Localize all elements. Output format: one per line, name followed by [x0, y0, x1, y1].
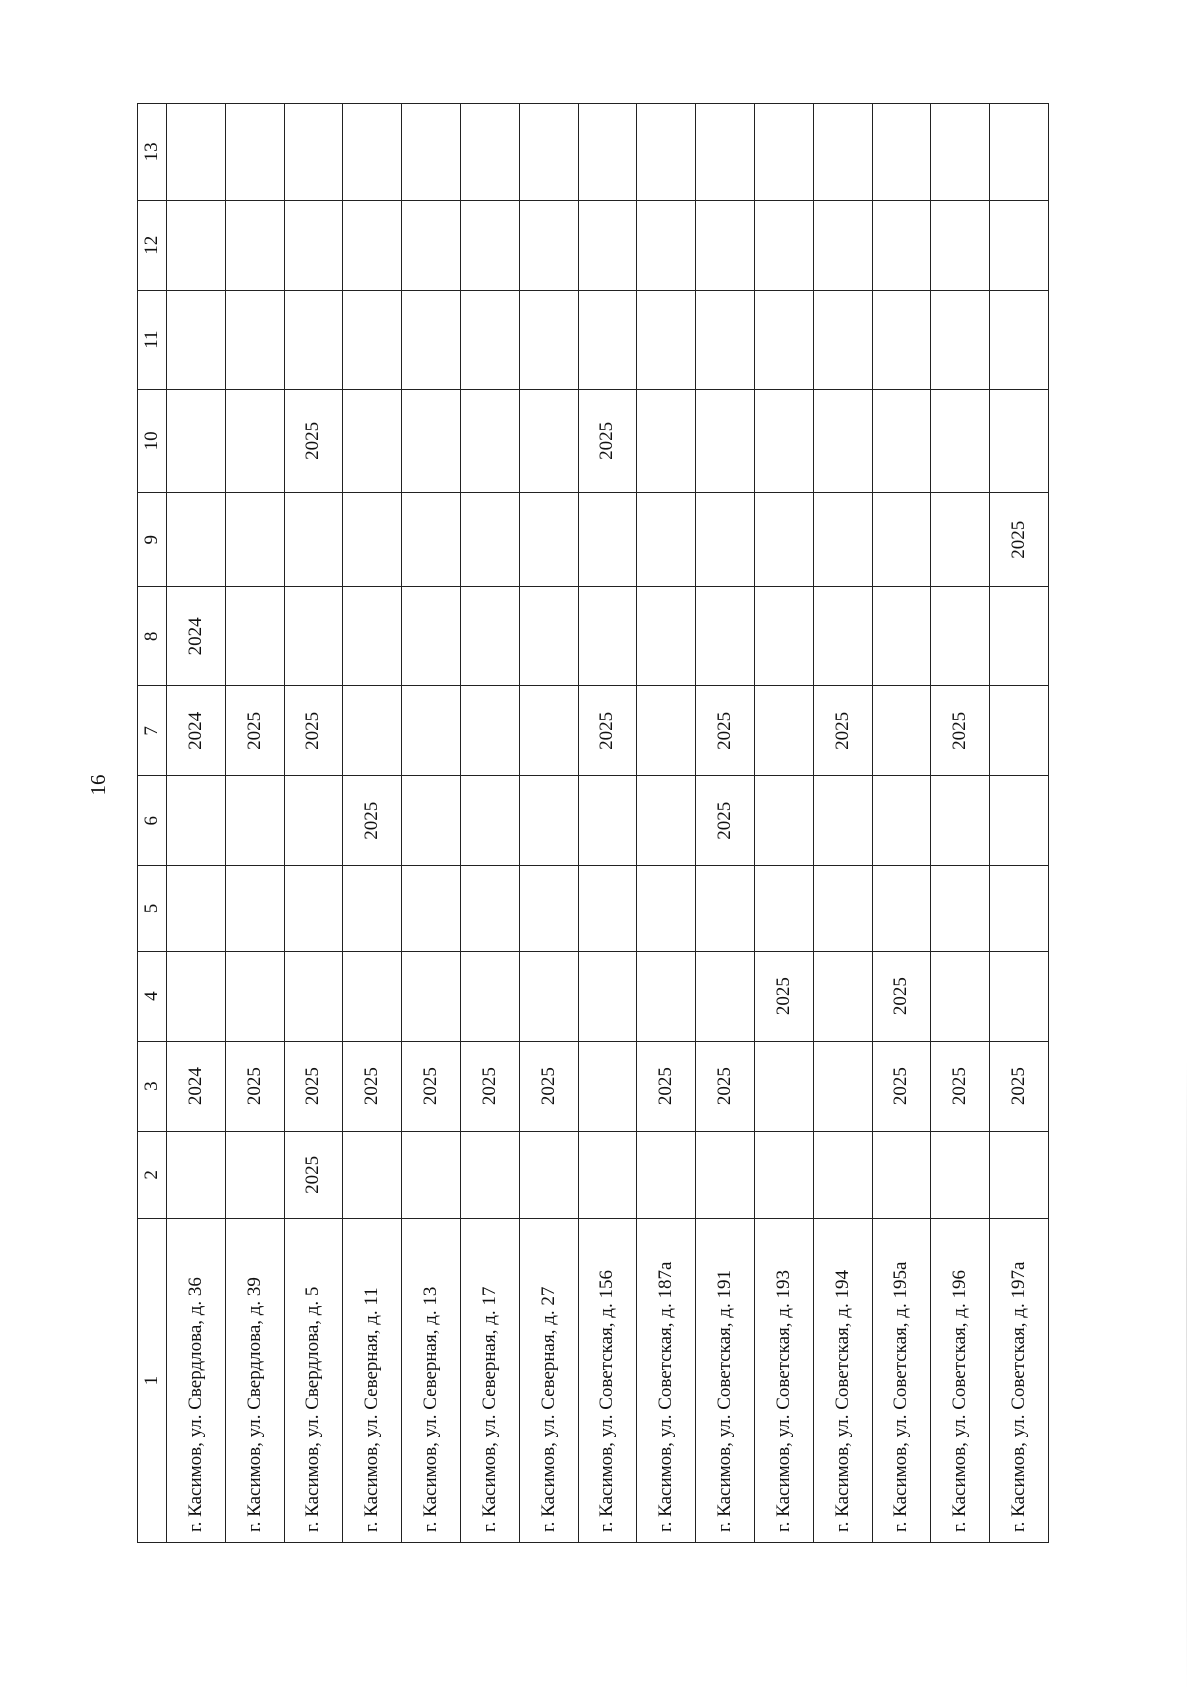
year-cell [519, 290, 578, 389]
table-row [754, 104, 813, 1543]
column-header-9: 9 [138, 493, 167, 587]
year-cell: 2024 [167, 686, 226, 776]
year-cell [284, 587, 343, 686]
year-cell [813, 866, 872, 951]
column-header-10: 10 [138, 389, 167, 492]
address-cell: г. Касимов, ул. Советская, д. 187а [637, 1219, 696, 1543]
address-cell: г. Касимов, ул. Советская, д. 156 [578, 1219, 637, 1543]
year-cell [460, 951, 519, 1041]
year-cell [460, 776, 519, 866]
table-row [578, 104, 637, 1543]
year-cell [813, 587, 872, 686]
column-header-6: 6 [138, 776, 167, 866]
year-cell [225, 389, 284, 492]
year-cell [519, 200, 578, 290]
address-cell: г. Касимов, ул. Советская, д. 191 [696, 1219, 755, 1543]
year-cell [460, 290, 519, 389]
year-cell [225, 493, 284, 587]
year-cell [872, 389, 931, 492]
year-cell [990, 104, 1049, 201]
header-row [138, 104, 167, 1543]
year-cell: 2025 [696, 686, 755, 776]
year-cell [225, 1131, 284, 1219]
scan-streak [1186, 1060, 1187, 1690]
year-cell [460, 1131, 519, 1219]
year-cell [460, 389, 519, 492]
year-cell [872, 290, 931, 389]
year-cell [637, 290, 696, 389]
year-cell [578, 776, 637, 866]
year-cell [225, 776, 284, 866]
year-cell [754, 866, 813, 951]
table-row [460, 104, 519, 1543]
year-cell [167, 866, 226, 951]
column-header-11: 11 [138, 290, 167, 389]
year-cell [402, 686, 461, 776]
column-header-2: 2 [138, 1131, 167, 1219]
year-cell: 2025 [284, 1131, 343, 1219]
year-cell [167, 493, 226, 587]
year-cell [990, 1131, 1049, 1219]
year-cell: 2025 [225, 1041, 284, 1131]
year-cell [284, 104, 343, 201]
table-row [225, 104, 284, 1543]
year-cell [343, 951, 402, 1041]
year-cell [990, 200, 1049, 290]
year-cell: 2025 [284, 686, 343, 776]
table-row [167, 104, 226, 1543]
table-rotated-wrapper [137, 103, 1049, 1543]
table-row [872, 104, 931, 1543]
year-cell [225, 866, 284, 951]
year-cell: 2025 [519, 1041, 578, 1131]
address-cell: г. Касимов, ул. Свердлова, д. 5 [284, 1219, 343, 1543]
year-cell [696, 951, 755, 1041]
year-cell [578, 587, 637, 686]
year-cell: 2025 [872, 1041, 931, 1131]
year-cell: 2025 [931, 1041, 990, 1131]
year-cell [402, 587, 461, 686]
year-cell [990, 290, 1049, 389]
year-cell [519, 587, 578, 686]
year-cell [813, 951, 872, 1041]
year-cell [519, 493, 578, 587]
table-body [167, 104, 1049, 1543]
year-cell [990, 866, 1049, 951]
year-cell [402, 200, 461, 290]
column-header-12: 12 [138, 200, 167, 290]
column-header-4: 4 [138, 951, 167, 1041]
year-cell [813, 1041, 872, 1131]
year-cell [578, 1041, 637, 1131]
year-cell [225, 200, 284, 290]
year-cell: 2025 [754, 951, 813, 1041]
year-cell [931, 200, 990, 290]
schedule-table [137, 103, 1049, 1543]
year-cell [931, 587, 990, 686]
year-cell [931, 104, 990, 201]
year-cell [813, 776, 872, 866]
year-cell [637, 686, 696, 776]
year-cell: 2025 [990, 493, 1049, 587]
table-row [637, 104, 696, 1543]
year-cell [813, 389, 872, 492]
year-cell [460, 587, 519, 686]
year-cell [343, 587, 402, 686]
year-cell [343, 200, 402, 290]
year-cell [167, 200, 226, 290]
year-cell [578, 493, 637, 587]
year-cell [402, 1131, 461, 1219]
year-cell [460, 686, 519, 776]
year-cell [578, 104, 637, 201]
year-cell [460, 200, 519, 290]
year-cell: 2025 [578, 389, 637, 492]
year-cell: 2025 [637, 1041, 696, 1131]
table-row [402, 104, 461, 1543]
year-cell [343, 686, 402, 776]
year-cell [167, 104, 226, 201]
page-number: 16 [86, 774, 110, 796]
year-cell [284, 493, 343, 587]
year-cell: 2025 [343, 1041, 402, 1131]
year-cell [167, 776, 226, 866]
year-cell [872, 1131, 931, 1219]
year-cell [578, 290, 637, 389]
year-cell [990, 389, 1049, 492]
column-header-7: 7 [138, 686, 167, 776]
year-cell [343, 290, 402, 389]
year-cell [402, 866, 461, 951]
year-cell [519, 104, 578, 201]
address-cell: г. Касимов, ул. Северная, д. 17 [460, 1219, 519, 1543]
year-cell [343, 389, 402, 492]
year-cell [578, 1131, 637, 1219]
year-cell [872, 587, 931, 686]
year-cell [754, 1131, 813, 1219]
column-header-5: 5 [138, 866, 167, 951]
year-cell [167, 951, 226, 1041]
year-cell [813, 493, 872, 587]
year-cell [754, 389, 813, 492]
year-cell [754, 686, 813, 776]
year-cell [696, 587, 755, 686]
year-cell [754, 587, 813, 686]
year-cell [637, 493, 696, 587]
year-cell [578, 951, 637, 1041]
year-cell [637, 587, 696, 686]
table-row [696, 104, 755, 1543]
year-cell [343, 866, 402, 951]
year-cell [402, 104, 461, 201]
address-cell: г. Касимов, ул. Советская, д. 194 [813, 1219, 872, 1543]
year-cell [167, 389, 226, 492]
year-cell [696, 493, 755, 587]
year-cell [637, 1131, 696, 1219]
year-cell [872, 686, 931, 776]
year-cell [402, 389, 461, 492]
year-cell: 2024 [167, 587, 226, 686]
year-cell [225, 290, 284, 389]
year-cell: 2025 [284, 389, 343, 492]
year-cell [519, 389, 578, 492]
year-cell [167, 1131, 226, 1219]
address-cell: г. Касимов, ул. Северная, д. 11 [343, 1219, 402, 1543]
year-cell [343, 1131, 402, 1219]
year-cell [343, 104, 402, 201]
year-cell [931, 389, 990, 492]
year-cell [284, 951, 343, 1041]
year-cell [637, 866, 696, 951]
table-row [343, 104, 402, 1543]
year-cell [872, 104, 931, 201]
year-cell [402, 290, 461, 389]
year-cell [460, 493, 519, 587]
table-row [990, 104, 1049, 1543]
year-cell [872, 866, 931, 951]
year-cell: 2025 [931, 686, 990, 776]
year-cell: 2025 [872, 951, 931, 1041]
year-cell [813, 104, 872, 201]
year-cell: 2025 [990, 1041, 1049, 1131]
column-header-3: 3 [138, 1041, 167, 1131]
column-header-8: 8 [138, 587, 167, 686]
column-header-1: 1 [138, 1219, 167, 1543]
address-cell: г. Касимов, ул. Советская, д. 195а [872, 1219, 931, 1543]
table-row [519, 104, 578, 1543]
year-cell: 2025 [813, 686, 872, 776]
year-cell [754, 200, 813, 290]
year-cell [225, 104, 284, 201]
year-cell [813, 290, 872, 389]
year-cell [578, 866, 637, 951]
year-cell [754, 104, 813, 201]
year-cell: 2025 [402, 1041, 461, 1131]
year-cell [990, 951, 1049, 1041]
year-cell: 2025 [460, 1041, 519, 1131]
year-cell [284, 866, 343, 951]
year-cell [637, 776, 696, 866]
address-cell: г. Касимов, ул. Советская, д. 196 [931, 1219, 990, 1543]
year-cell [754, 1041, 813, 1131]
year-cell: 2025 [284, 1041, 343, 1131]
year-cell [696, 1131, 755, 1219]
year-cell [813, 1131, 872, 1219]
year-cell [519, 776, 578, 866]
address-cell: г. Касимов, ул. Северная, д. 13 [402, 1219, 461, 1543]
year-cell [754, 776, 813, 866]
column-header-13: 13 [138, 104, 167, 201]
year-cell [637, 200, 696, 290]
year-cell [931, 493, 990, 587]
year-cell [402, 776, 461, 866]
year-cell [990, 587, 1049, 686]
year-cell [519, 951, 578, 1041]
year-cell: 2024 [167, 1041, 226, 1131]
year-cell: 2025 [696, 1041, 755, 1131]
year-cell [813, 200, 872, 290]
year-cell [696, 104, 755, 201]
year-cell [519, 686, 578, 776]
year-cell [754, 290, 813, 389]
year-cell: 2025 [696, 776, 755, 866]
year-cell [931, 951, 990, 1041]
year-cell [225, 587, 284, 686]
year-cell [931, 1131, 990, 1219]
year-cell [990, 686, 1049, 776]
table-row [284, 104, 343, 1543]
year-cell [402, 951, 461, 1041]
year-cell [696, 290, 755, 389]
year-cell [225, 951, 284, 1041]
address-cell: г. Касимов, ул. Северная, д. 27 [519, 1219, 578, 1543]
year-cell [696, 200, 755, 290]
year-cell [519, 866, 578, 951]
year-cell: 2025 [578, 686, 637, 776]
year-cell [460, 104, 519, 201]
address-cell: г. Касимов, ул. Советская, д. 193 [754, 1219, 813, 1543]
year-cell [578, 200, 637, 290]
year-cell [931, 866, 990, 951]
year-cell [696, 866, 755, 951]
table-row [813, 104, 872, 1543]
year-cell [637, 389, 696, 492]
year-cell [872, 200, 931, 290]
year-cell [167, 290, 226, 389]
year-cell [284, 200, 343, 290]
year-cell [872, 493, 931, 587]
year-cell [696, 389, 755, 492]
table-row [931, 104, 990, 1543]
address-cell: г. Касимов, ул. Советская, д. 197а [990, 1219, 1049, 1543]
year-cell [931, 776, 990, 866]
year-cell [872, 776, 931, 866]
year-cell [284, 776, 343, 866]
year-cell [402, 493, 461, 587]
year-cell [284, 290, 343, 389]
year-cell [990, 776, 1049, 866]
year-cell [637, 951, 696, 1041]
address-cell: г. Касимов, ул. Свердлова, д. 39 [225, 1219, 284, 1543]
year-cell [754, 493, 813, 587]
year-cell [343, 493, 402, 587]
year-cell [637, 104, 696, 201]
year-cell: 2025 [225, 686, 284, 776]
year-cell: 2025 [343, 776, 402, 866]
year-cell [519, 1131, 578, 1219]
year-cell [931, 290, 990, 389]
year-cell [460, 866, 519, 951]
address-cell: г. Касимов, ул. Свердлова, д. 36 [167, 1219, 226, 1543]
